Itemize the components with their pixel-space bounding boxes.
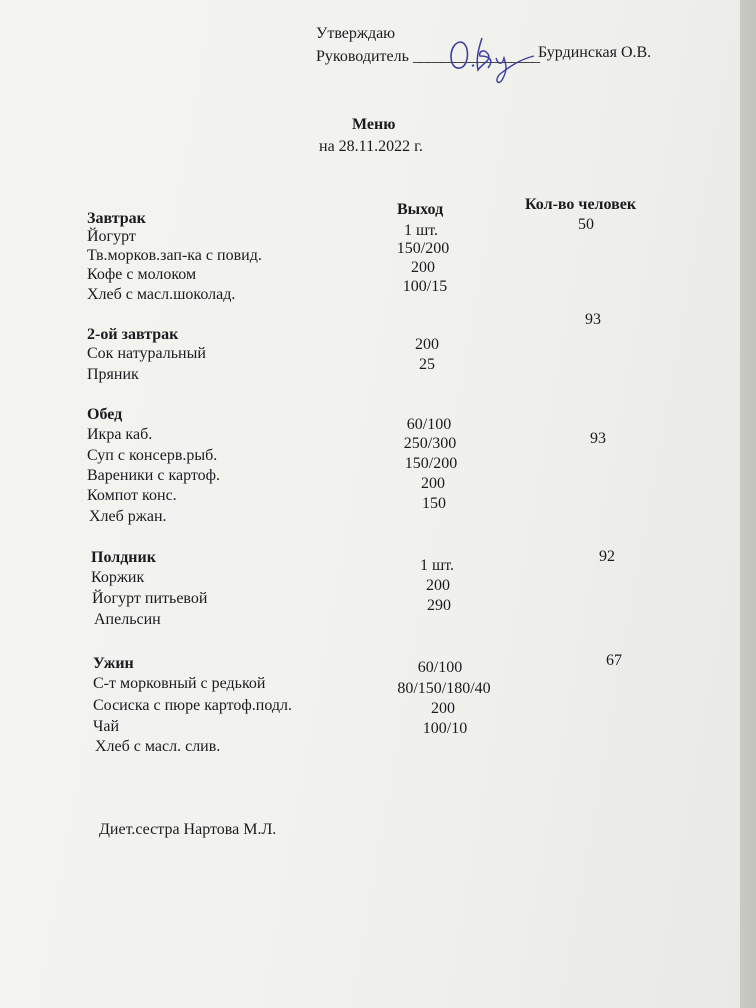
handwritten-signature xyxy=(438,30,548,90)
menu-item-yield: 150 xyxy=(422,495,446,512)
menu-item-name: С-т морковный с редькой xyxy=(93,675,266,692)
menu-item-name: Йогурт xyxy=(87,228,136,245)
menu-item-yield: 200 xyxy=(431,700,455,717)
menu-item-name: Кофе с молоком xyxy=(87,266,197,283)
people-count-second-breakfast: 93 xyxy=(585,311,601,328)
menu-item-yield: 200 xyxy=(421,475,445,492)
people-count-lunch: 93 xyxy=(590,430,606,447)
menu-item-yield: 100/10 xyxy=(422,720,468,737)
section-title-dinner: Ужин xyxy=(93,655,134,672)
menu-item-yield: 80/150/180/40 xyxy=(397,680,491,697)
menu-title: Меню xyxy=(352,116,396,133)
people-count-breakfast: 50 xyxy=(578,216,594,233)
menu-item-name: Сок натуральный xyxy=(87,345,206,362)
menu-item-name: Суп с консерв.рыб. xyxy=(87,447,218,464)
section-title-second-breakfast: 2-ой завтрак xyxy=(87,326,179,343)
menu-item-yield: 150/200 xyxy=(404,455,458,472)
menu-item-name: Чай xyxy=(93,718,120,735)
column-header-people: Кол-во человек xyxy=(525,196,637,213)
menu-item-name: Хлеб с масл. слив. xyxy=(95,738,221,755)
people-count-dinner: 67 xyxy=(606,652,622,669)
section-title-lunch: Обед xyxy=(87,406,123,423)
menu-item-yield: 25 xyxy=(419,356,435,373)
menu-item-yield: 290 xyxy=(427,597,451,614)
menu-item-name: Хлеб с масл.шоколад. xyxy=(87,286,236,303)
menu-item-name: Компот конс. xyxy=(87,487,177,504)
menu-item-yield: 1 шт. xyxy=(403,222,439,239)
menu-item-name: Вареники с картоф. xyxy=(87,467,221,484)
section-title-afternoon-snack: Полдник xyxy=(91,549,156,566)
manager-name: Бурдинская О.В. xyxy=(538,44,652,61)
menu-item-name: Йогурт питьевой xyxy=(92,590,208,607)
people-count-afternoon-snack: 92 xyxy=(599,548,615,565)
menu-item-yield: 150/200 xyxy=(396,240,450,257)
signature-line: __________________ xyxy=(413,48,539,65)
menu-item-yield: 1 шт. xyxy=(419,557,455,574)
menu-item-yield: 200 xyxy=(415,336,439,353)
menu-item-yield: 250/300 xyxy=(403,435,457,452)
menu-item-yield: 60/100 xyxy=(406,416,452,433)
manager-role: Руководитель xyxy=(316,48,409,65)
menu-item-yield: 100/15 xyxy=(402,278,448,295)
menu-date: на 28.11.2022 г. xyxy=(319,138,423,155)
menu-item-name: Апельсин xyxy=(94,611,161,628)
section-title-breakfast: Завтрак xyxy=(87,210,146,227)
menu-item-name: Хлеб ржан. xyxy=(89,508,167,525)
menu-item-name: Тв.морков.зап-ка с повид. xyxy=(87,247,262,264)
dietitian-signature: Диет.сестра Нартова М.Л. xyxy=(99,821,277,838)
menu-item-yield: 200 xyxy=(411,259,435,276)
menu-item-yield: 200 xyxy=(426,577,450,594)
menu-item-yield: 60/100 xyxy=(417,659,463,676)
menu-item-name: Сосиска с пюре картоф.подл. xyxy=(93,697,292,714)
menu-item-name: Коржик xyxy=(91,569,145,586)
column-header-yield: Выход xyxy=(397,201,444,218)
menu-item-name: Икра каб. xyxy=(87,426,153,443)
menu-item-name: Пряник xyxy=(87,366,139,383)
approve-label: Утверждаю xyxy=(316,25,396,42)
